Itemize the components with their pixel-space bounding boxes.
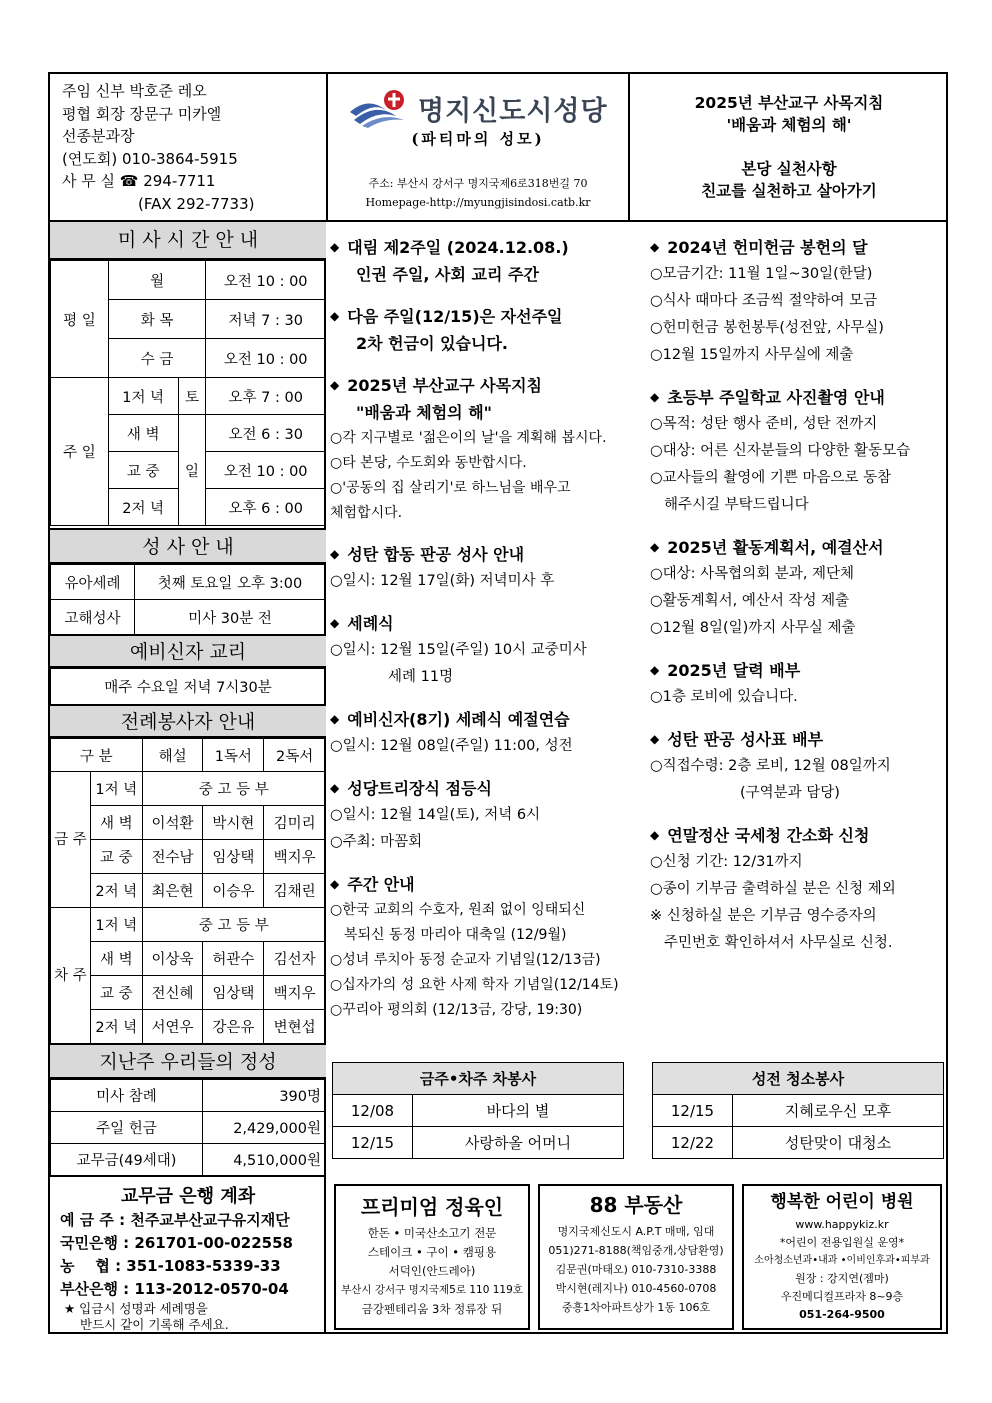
mass-time: 저녁 7 : 30 (206, 300, 326, 339)
notice-block (650, 234, 946, 369)
notice-subtitle: 2차 헌금이 있습니다. (356, 334, 508, 353)
notice-subtitle: "배움과 체험의 해" (356, 403, 493, 422)
notice-block (330, 372, 630, 526)
minister-name: 최은현 (142, 874, 203, 908)
bank-note: ★ 입금시 성명과 세례명을 (64, 1301, 208, 1316)
diamond-icon: ◆ (330, 547, 340, 561)
offering-name: 교무금(49세대) (51, 1144, 203, 1176)
ad-line: 박시현(레지나) 010-4560-0708 (555, 1282, 717, 1295)
notice-title: 주간 안내 (347, 875, 415, 894)
guideline-line3: 본당 실천사항 (741, 160, 837, 178)
ad-line: 부산시 강서구 명지국제5로 110 119호 (341, 1284, 523, 1296)
minister-name: 전신혜 (142, 976, 203, 1010)
minister-name: 이상욱 (142, 942, 203, 976)
notice-line: ○종이 기부금 출력하실 분은 신청 제외 (650, 881, 896, 897)
notice-title: 세례식 (347, 614, 394, 633)
homepage-link[interactable]: Homepage-http://myungjisindosi.catb.kr (365, 196, 591, 209)
catechumen-title: 예비신자 교리 (50, 634, 326, 668)
service-group: 성탄맞이 대청소 (733, 1127, 944, 1159)
service-date: 12/08 (333, 1095, 413, 1127)
notice-line: ○1층 로비에 있습니다. (650, 689, 798, 705)
notice-title: 초등부 주일학교 사진촬영 안내 (667, 388, 885, 407)
notice-title: 연말정산 국세청 간소화 신청 (667, 826, 870, 845)
diamond-icon: ◆ (330, 877, 340, 891)
this-week-label: 금 주 (51, 772, 91, 908)
mass-name: 새 벽 (108, 415, 178, 452)
notice-line: ○대상: 사목협의회 분과, 제단체 (650, 566, 855, 582)
catechumen-schedule: 매주 수요일 저녁 7시30분 (51, 669, 326, 705)
ad-line: 김문권(마태오) 010-7310-3388 (555, 1263, 717, 1276)
diamond-icon: ◆ (330, 240, 340, 254)
ad-line: 051-264-9500 (799, 1308, 885, 1321)
table-title: 금주•차주 차봉사 (333, 1063, 624, 1095)
notice-title: 예비신자(8기) 세례식 예절연습 (347, 710, 570, 729)
table-header: 1독서 (203, 739, 264, 772)
notice-line: ○각 지구별로 '젊은이의 날'을 계획해 봅시다. (330, 430, 607, 446)
diamond-icon: ◆ (330, 712, 340, 726)
notice-subtitle: 인권 주일, 사회 교리 주간 (356, 265, 539, 284)
mass-day: 화 목 (108, 300, 206, 339)
sacrament-name: 고해성사 (51, 600, 135, 635)
service-date: 12/15 (333, 1127, 413, 1159)
offering-value: 2,429,000원 (203, 1112, 326, 1144)
diamond-icon: ◆ (650, 390, 660, 404)
sacrament-value: 첫째 토요일 오후 3:00 (135, 565, 326, 600)
notice-line: 해주시길 부탁드립니다 (664, 497, 809, 513)
next-week-label: 차 주 (51, 908, 91, 1044)
notice-line: ○활동계획서, 예산서 작성 제출 (650, 593, 850, 609)
notice-line: ※ 신청하실 분은 기부금 영수증자의 (650, 908, 877, 924)
address: 주소: 부산시 강서구 명지국제6로318번길 70 (368, 177, 588, 190)
center-column (330, 234, 630, 1038)
ad-title: 프리미엄 정육인 (360, 1195, 504, 1219)
minister-name: 임상택 (203, 840, 264, 874)
notice-block (330, 610, 630, 691)
table-header: 구 분 (51, 739, 143, 772)
ad-line: 051)271-8188(책임중개,상담환영) (548, 1244, 724, 1257)
notice-block (330, 871, 630, 1023)
notice-title: 성탄 합동 판공 성사 안내 (347, 545, 525, 564)
notice-block (650, 657, 946, 711)
ad-hospital (742, 1184, 942, 1330)
notice-line: ○타 본당, 수도회와 동반합시다. (330, 455, 527, 471)
bank-note: 반드시 같이 기록해 주세요. (80, 1317, 229, 1332)
notice-line: ○모금기간: 11월 1일~30일(한달) (650, 266, 873, 282)
notice-line: ○한국 교회의 수호자, 원죄 없이 잉태되신 (330, 902, 586, 918)
mass-name: 교 중 (90, 976, 142, 1010)
notice-title: 2025년 달력 배부 (667, 661, 801, 680)
ad-line: www.happykiz.kr (795, 1218, 889, 1231)
notice-block (330, 303, 630, 357)
notice-title: 다음 주일(12/15)은 자선주일 (347, 307, 563, 326)
sacrament-table (50, 564, 326, 635)
notice-line: ○성녀 루치아 동정 순교자 기념일(12/13금) (330, 952, 601, 968)
notice-line: ○일시: 12월 08일(주일) 11:00, 성전 (330, 738, 573, 754)
notice-title: 2025년 부산교구 사목지침 (347, 376, 543, 395)
mass-name: 교 중 (108, 452, 178, 489)
mass-name: 2저 녁 (90, 1010, 142, 1044)
offering-table (50, 1079, 326, 1176)
mass-name: 1저 녁 (90, 908, 142, 942)
minister-name: 김채린 (264, 874, 326, 908)
notice-line: (구역분과 담당) (740, 785, 840, 801)
table-header: 해설 (142, 739, 203, 772)
table-title: 성전 청소봉사 (653, 1063, 944, 1095)
ad-line: *어린이 전용입원실 운영* (779, 1236, 905, 1249)
notice-line: ○일시: 12월 17일(화) 저녁미사 후 (330, 573, 555, 589)
patron: (파티마의 성모) (411, 130, 545, 148)
notice-line: ○식사 때마다 조금씩 절약하여 모금 (650, 293, 878, 309)
service-group: 바다의 별 (413, 1095, 624, 1127)
minister-name: 백지우 (264, 840, 326, 874)
offering-name: 주일 헌금 (51, 1112, 203, 1144)
notice-block (330, 706, 630, 760)
pastor: 주임 신부 박호준 레오 (62, 82, 207, 100)
notice-line: ○일시: 12월 14일(토), 저녁 6시 (330, 807, 541, 823)
mass-name: 새 벽 (90, 942, 142, 976)
notice-block (650, 726, 946, 807)
diamond-icon: ◆ (650, 663, 660, 677)
notice-line: ○일시: 12월 15일(주일) 10시 교중미사 (330, 642, 587, 658)
minister-name: 전수남 (142, 840, 203, 874)
offering-title: 지난주 우리들의 정성 (50, 1043, 326, 1079)
minister-name: 서연우 (142, 1010, 203, 1044)
notice-title: 2024년 헌미헌금 봉헌의 달 (667, 238, 868, 257)
notice-line: ○십자가의 성 요한 사제 학자 기념일(12/14토) (330, 977, 619, 993)
mass-table (50, 260, 326, 526)
notice-line: ○목적: 성탄 행사 준비, 성탄 전까지 (650, 416, 878, 432)
bank-info (50, 1175, 326, 1333)
ad-line: 스테이크 • 구이 • 캠핑용 (367, 1245, 497, 1259)
ad-line: 원장 : 강지연(젬마) (795, 1272, 889, 1285)
ad-line: 금강펜테리움 3차 정류장 뒤 (361, 1302, 503, 1316)
catechumen-table (50, 668, 326, 705)
notice-block (650, 822, 946, 957)
ad-line: 소아청소년과•내과 •이비인후과•피부과 (754, 1255, 930, 1266)
notice-title: 성탄 판공 성사표 배부 (667, 730, 824, 749)
right-column (650, 234, 946, 972)
diamond-icon: ◆ (330, 309, 340, 323)
minister-name: 강은유 (203, 1010, 264, 1044)
service-group: 사랑하올 어머니 (413, 1127, 624, 1159)
notice-line: ○12월 15일까지 사무실에 제출 (650, 347, 854, 363)
council-president: 평협 회장 장문구 미카엘 (62, 104, 222, 123)
service-group: 지혜로우신 모후 (733, 1095, 944, 1127)
sacrament-value: 미사 30분 전 (135, 600, 326, 635)
ad-line: 서덕인(안드레아) (388, 1264, 476, 1278)
sunday-label: 주 일 (51, 378, 109, 526)
notice-block (330, 775, 630, 856)
mass-name: 새 벽 (90, 806, 142, 840)
parish-name: 명지신도시성당 (418, 95, 608, 127)
notice-line: 세례 11명 (388, 669, 454, 685)
ad-realty (538, 1184, 734, 1330)
ad-title: 행복한 어린이 병원 (770, 1192, 914, 1212)
diamond-icon: ◆ (650, 540, 660, 554)
notice-title: 2025년 활동계획서, 예결산서 (667, 538, 884, 557)
mass-name: 1저 녁 (90, 772, 142, 806)
diamond-icon: ◆ (650, 732, 660, 746)
notice-line: ○신청 기간: 12/31까지 (650, 854, 803, 870)
bank-row: 예 금 주 : 천주교부산교구유지재단 (60, 1211, 290, 1229)
diamond-icon: ◆ (650, 828, 660, 842)
bank-row: 농 협 : 351-1083-5339-33 (60, 1257, 281, 1275)
mass-day: 토 (178, 378, 206, 415)
youth-group: 중 고 등 부 (142, 908, 325, 942)
service-date: 12/22 (653, 1127, 733, 1159)
notice-line: ○대상: 어른 신자분들의 다양한 활동모습 (650, 443, 911, 459)
cleaning-table (652, 1062, 944, 1159)
sacrament-title: 성 사 안 내 (50, 528, 326, 564)
guideline-line4: 친교를 실천하고 살아가기 (701, 182, 877, 200)
offering-value: 4,510,000원 (203, 1144, 326, 1176)
weekday-label: 평 일 (51, 261, 109, 378)
youth-group: 중 고 등 부 (142, 772, 325, 806)
notice-line: ○꾸리아 평의회 (12/13금, 강당, 19:30) (330, 1002, 583, 1018)
notice-line: ○'공동의 집 살리기'로 하느님을 배우고 (330, 480, 571, 496)
mass-time: 오전 6 : 30 (206, 415, 326, 452)
ad-line: 한돈 • 미국산소고기 전문 (367, 1226, 497, 1240)
mass-time: 오전 10 : 00 (206, 261, 326, 300)
parish-logo-icon (348, 88, 412, 128)
mass-time: 오후 7 : 00 (206, 378, 326, 415)
parish-logo-box (326, 74, 630, 220)
minister-name: 임상택 (203, 976, 264, 1010)
notice-line: 체험합시다. (330, 505, 403, 521)
ad-meat-shop (334, 1184, 530, 1330)
ad-line: 명지국제신도시 A.P.T 매매, 임대 (557, 1225, 715, 1238)
guideline-line1: 2025년 부산교구 사목지침 (694, 94, 884, 112)
ministry-title: 전례봉사자 안내 (50, 704, 326, 738)
diamond-icon: ◆ (330, 616, 340, 630)
notice-title: 성당트리장식 점등식 (347, 779, 492, 798)
fax: (FAX 292-7733) (138, 194, 255, 213)
mass-day: 수 금 (108, 339, 206, 378)
bank-row: 국민은행 : 261701-00-022558 (60, 1234, 293, 1252)
notice-block (650, 534, 946, 642)
evangel-head: 선종분과장 (62, 127, 135, 145)
offering-name: 미사 참례 (51, 1080, 203, 1112)
bank-title: 교무금 은행 계좌 (120, 1186, 256, 1207)
minister-name: 김선자 (264, 942, 326, 976)
minister-name: 이승우 (203, 874, 264, 908)
ad-title: 88 부동산 (589, 1193, 683, 1217)
notice-block (650, 384, 946, 519)
staff-info (62, 80, 254, 215)
table-header: 2독서 (264, 739, 326, 772)
mass-title: 미 사 시 간 안 내 (50, 222, 326, 260)
notice-line: ○12월 8일(일)까지 사무실 제출 (650, 620, 856, 636)
mass-name: 교 중 (90, 840, 142, 874)
evangel-phone: (연도회) 010-3864-5915 (62, 149, 238, 168)
mass-day: 월 (108, 261, 206, 300)
minister-name: 허관수 (203, 942, 264, 976)
notice-title: 대림 제2주일 (2024.12.08.) (347, 238, 569, 257)
notice-line: ○직접수령: 2층 로비, 12월 08일까지 (650, 758, 891, 774)
notice-line: ○헌미헌금 봉헌봉투(성전앞, 사무실) (650, 320, 884, 336)
bank-row: 부산은행 : 113-2012-0570-04 (60, 1280, 289, 1298)
notice-block (330, 541, 630, 595)
mass-name: 2저 녁 (108, 489, 178, 526)
pastoral-guideline (632, 74, 946, 202)
minister-name: 변현섭 (264, 1010, 326, 1044)
service-date: 12/15 (653, 1095, 733, 1127)
offering-value: 390명 (203, 1080, 326, 1112)
bulletin-frame (48, 72, 948, 1334)
mass-time: 오전 10 : 00 (206, 339, 326, 378)
diamond-icon: ◆ (330, 781, 340, 795)
minister-name: 이석환 (142, 806, 203, 840)
left-column (50, 222, 326, 1334)
minister-name: 백지우 (264, 976, 326, 1010)
ad-line: 중흥1차아파트상가 1동 106호 (561, 1301, 711, 1314)
sacrament-name: 유아세례 (51, 565, 135, 600)
header (50, 74, 946, 222)
notice-line: 주민번호 확인하셔서 사무실로 신청. (664, 935, 893, 951)
ad-line: 우진메디컬프라자 8~9층 (780, 1290, 904, 1303)
office-phone: 사 무 실 ☎ 294-7711 (62, 172, 216, 190)
minister-name: 박시현 (203, 806, 264, 840)
minister-name: 김미리 (264, 806, 326, 840)
mass-name: 2저 녁 (90, 874, 142, 908)
mass-time: 오후 6 : 00 (206, 489, 326, 526)
diamond-icon: ◆ (650, 240, 660, 254)
notice-line: ○교사들의 촬영에 기쁜 마음으로 동참 (650, 470, 892, 486)
mass-time: 오전 10 : 00 (206, 452, 326, 489)
notice-line: ○주최: 마꼼회 (330, 834, 423, 850)
diamond-icon: ◆ (330, 378, 340, 392)
car-service-table (332, 1062, 624, 1159)
ministry-table (50, 738, 326, 1044)
notice-line: 복되신 동정 마리아 대축일 (12/9월) (344, 927, 567, 943)
notice-block (330, 234, 630, 288)
mass-name: 1저 녁 (108, 378, 178, 415)
mass-day: 일 (178, 415, 206, 526)
guideline-line2: '배움과 체험의 해' (726, 116, 852, 134)
